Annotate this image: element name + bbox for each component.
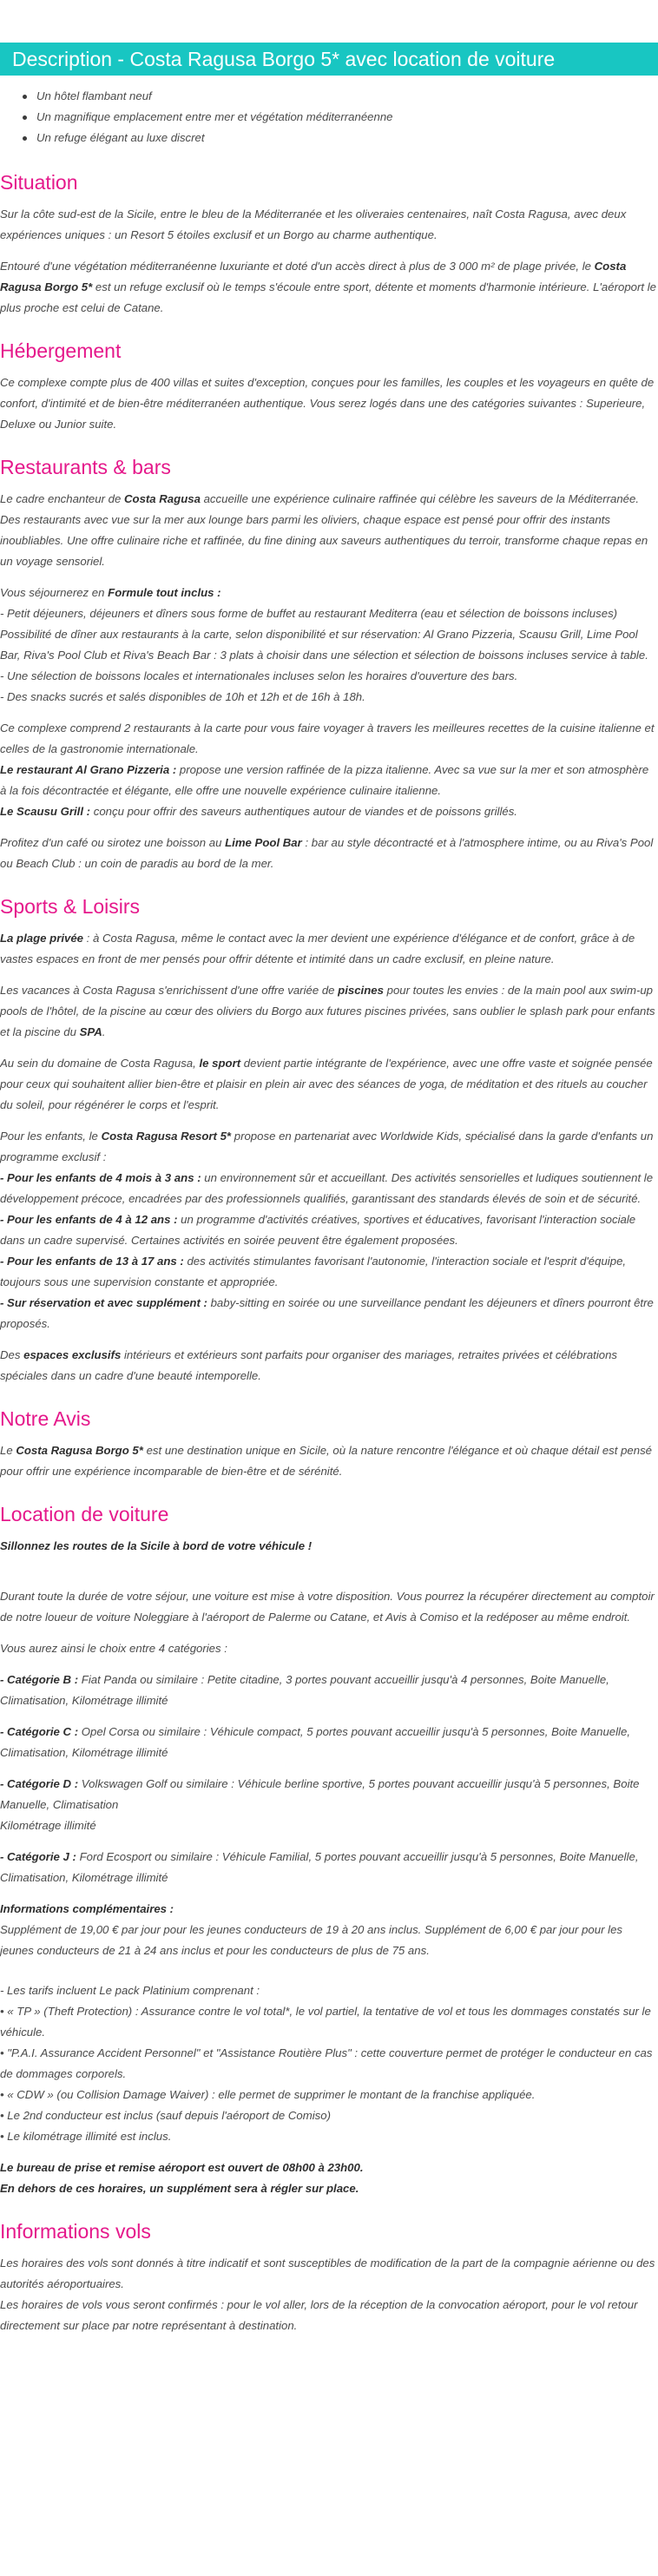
voiture-bureau: Le bureau de prise et remise aéroport est ouvert de 08h00 à 23h00. En dehors de ces horaires, un supplément sera à régler sur place.	[0, 2161, 364, 2195]
sports-paragraph-5: Des espaces exclusifs intérieurs et extérieurs sont parfaits pour organiser des mariages, retraites privées et célébrations spéciales dans un cadre d'une beauté intemporelle.	[0, 1348, 618, 1382]
banner-title: Description - Costa Ragusa Borgo 5* avec location de voiture	[12, 48, 556, 70]
avis-paragraph: Le Costa Ragusa Borgo 5* est une destination unique en Sicile, où la nature rencontre l'élégance et où chaque détail est pensé pour offrir une expérience incomparable de bien-être et de sérénité.	[0, 1444, 653, 1478]
situation-paragraph-2: Entouré d'une végétation méditerranéenne luxuriante et doté d'un accès direct à plus de 3 000 m² de plage privée, le Costa Ragusa Borgo 5* est un refuge exclusif où le temps s'écoule entre sport, détente et moments d'harmonie intérieure. L'aéroport le plus proche est celui de Catane.	[0, 260, 656, 314]
voiture-tagline: Sillonnez les routes de la Sicile à bord de votre véhicule !	[0, 1539, 313, 1552]
page	[0, 43, 658, 2336]
voiture-platinium: - Les tarifs incluent Le pack Platinium comprenant : • « TP » (Theft Protection) : Assurance contre le vol total*, le vol partiel, la tentative de vol et tous les dommages constatés sur le véhicule. • "P.A.I. Assurance Accident Personnel" et "Assistance Routière Plus" : cette couverture permet de protéger le conducteur en cas de dommages corporels. • « CDW » (ou Collision Damage Waiver) : elle permet de supprimer le montant de la franchise appliquée. • Le 2nd conducteur est inclus (sauf depuis l'aéroport de Comiso) • Le kilométrage illimité est inclus.	[0, 1984, 653, 2143]
sports-paragraph-2: Les vacances à Costa Ragusa s'enrichissent d'une offre variée de piscines pour toutes les envies : de la main pool aux swim-up pools de l'hôtel, de la piscine au cœur des oliviers du Borgo aux futures piscines privées, sans oublier le splash park pour enfants et la piscine du SPA.	[0, 984, 655, 1038]
list-item: Un magnifique emplacement entre mer et végétation méditerranéenne	[0, 107, 658, 128]
restaurants-paragraph-3: Ce complexe comprend 2 restaurants à la carte pour vous faire voyager à travers les meilleures recettes de la cuisine italienne et celles de la gastronomie internationale. Le restaurant Al Grano Pizzeria : propose une version raffinée de la pizza italienne. Avec sa vue sur la mer et son atmosphère à la fois décontractée et élégante, elle offre une nouvelle expérience culinaire italienne. Le Scausu Grill : conçu pour offrir des saveurs authentiques autour de viandes et de poissons grillés.	[0, 721, 655, 818]
vols-paragraph: Les horaires des vols sont donnés à titre indicatif et sont susceptibles de modification de la part de la compagnie aérienne ou des autorités aéroportuaires. Les horaires de vols vous seront confirmés : pour le vol aller, lors de la réception de la convocation aéroport, pour le vol retour directement sur place par notre représentant à destination.	[0, 2256, 655, 2332]
voiture-paragraph-1: Durant toute la durée de votre séjour, une voiture est mise à votre disposition. Vous pourrez la récupérer directement au comptoir de notre loueur de voiture Noleggiare à l'aéroport de Palerme ou Catane, et Avis à Comiso et la redéposer au même endroit.	[0, 1590, 655, 1624]
restaurants-paragraph-4: Profitez d'un café ou sirotez une boisson au Lime Pool Bar : bar au style décontracté et à l'atmosphere intime, ou au Riva's Pool ou Beach Club : un coin de paradis au bord de la mer.	[0, 836, 654, 870]
situation-paragraph-1: Sur la côte sud-est de la Sicile, entre le bleu de la Méditerranée et les oliveraies centenaires, naît Costa Ragusa, avec deux expériences uniques : un Resort 5 étoiles exclusif et un Borgo au charme authentique.	[0, 208, 627, 241]
section-title-restaurants: Restaurants & bars	[0, 456, 171, 478]
intro-bullet-list	[0, 86, 658, 148]
voiture-paragraph-2: Vous aurez ainsi le choix entre 4 catégories :	[0, 1642, 227, 1655]
list-item: Un refuge élégant au luxe discret	[0, 128, 658, 148]
sports-paragraph-kids: Pour les enfants, le Costa Ragusa Resort 5* propose en partenariat avec Worldwide Kids, spécialisé dans la garde d'enfants un programme exclusif : - Pour les enfants de 4 mois à 3 ans : un environnement sûr et accueillant. Des activités sensorielles et ludiques soutiennent le développement précoce, encadrées par des professionnels qualifiés, garantissant des standards élevés de soin et de sécurité. - Pour les enfants de 4 à 12 ans : un programme d'activités créatives, sportives et éducatives, favorisant l'interaction sociale dans un cadre supervisé. Certaines activités en soirée peuvent être également proposées. - Pour les enfants de 13 à 17 ans : des activités stimulantes favorisant l'autonomie, l'interaction sociale et l'esprit d'équipe, toujours sous une supervision constante et appropriée. - Sur réservation et avec supplément : baby-sitting en soirée ou une surveillance pendant les déjeuners et dîners pourront être proposés.	[0, 1130, 654, 1330]
section-title-vols: Informations vols	[0, 2220, 151, 2243]
section-title-sports: Sports & Loisirs	[0, 895, 141, 918]
section-title-hebergement: Hébergement	[0, 339, 122, 362]
list-item: Un hôtel flambant neuf	[0, 86, 658, 107]
section-title-avis: Notre Avis	[0, 1407, 91, 1430]
voiture-category-j: - Catégorie J : Ford Ecosport ou similaire : Véhicule Familial, 5 portes pouvant accueillir jusqu'à 5 personnes, Boite Manuelle, Climatisation, Kilométrage illimité	[0, 1850, 639, 1884]
voiture-category-b: - Catégorie B : Fiat Panda ou similaire : Petite citadine, 3 portes pouvant accueillir jusqu'à 4 personnes, Boite Manuelle, Climatisation, Kilométrage illimité	[0, 1673, 609, 1707]
voiture-info: Informations complémentaires : Supplément de 19,00 € par jour pour les jeunes conducteurs de 19 à 20 ans inclus. Supplément de 6,00 € par jour pour les jeunes conducteurs de 21 à 24 ans inclus et pour les conducteurs de plus de 75 ans.	[0, 1902, 622, 1957]
voiture-category-c: - Catégorie C : Opel Corsa ou similaire : Véhicule compact, 5 portes pouvant accueillir jusqu'à 5 personnes, Boite Manuelle, Climatisation, Kilométrage illimité	[0, 1725, 630, 1759]
restaurants-paragraph-2: Vous séjournerez en Formule tout inclus : - Petit déjeuners, déjeuners et dîners sous forme de buffet au restaurant Mediterra (eau et sélection de boissons incluses) Possibilité de dîner aux restaurants à la carte, selon disponibilité et sur réservation: Al Grano Pizzeria, Scausu Grill, Lime Pool Bar, Riva's Pool Club et Riva's Beach Bar : 3 plats à choisir dans une sélection et sélection de boissons incluses service à table. - Une sélection de boissons locales et internationales incluses selon les horaires d'ouverture des bars. - Des snacks sucrés et salés disponibles de 10h et 12h et de 16h à 18h.	[0, 586, 648, 703]
sports-paragraph-1: La plage privée : à Costa Ragusa, même le contact avec la mer devient une expérience d'élégance et de confort, grâce à de vastes espaces en front de mer pensés pour offrir détente et intimité dans un cadre exclusif, en pleine nature.	[0, 932, 635, 965]
section-title-voiture: Location de voiture	[0, 1503, 169, 1525]
hebergement-paragraph: Ce complexe compte plus de 400 villas et suites d'exception, conçues pour les familles, les couples et les voyageurs en quête de confort, d'intimité et de bien-être méditerranéen authentique. Vous serez logés dans une des catégories suivantes : Superieure, Deluxe ou Junior suite.	[0, 376, 655, 431]
description-banner	[0, 43, 658, 76]
sports-paragraph-3: Au sein du domaine de Costa Ragusa, le sport devient partie intégrante de l'expérience, avec une offre vaste et soignée pensée pour ceux qui souhaitent allier bien-être et plaisir en plein air avec des séances de yoga, de méditation et des rituels au coucher du soleil, pour régénérer le corps et l'esprit.	[0, 1057, 653, 1111]
section-title-situation: Situation	[0, 171, 78, 194]
restaurants-paragraph-1: Le cadre enchanteur de Costa Ragusa accueille une expérience culinaire raffinée qui célèbre les saveurs de la Méditerranée. Des restaurants avec vue sur la mer aux lounge bars parmi les oliviers, chaque espace est pensé pour offrir des instants inoubliables. Une offre culinaire riche et raffinée, du fine dining aux saveurs authentiques du terroir, transforme chaque repas en un voyage sensoriel.	[0, 492, 648, 568]
voiture-category-d: - Catégorie D : Volkswagen Golf ou similaire : Véhicule berline sportive, 5 portes pouvant accueillir jusqu'à 5 personnes, Boite Manuelle, Climatisation Kilométrage illimité	[0, 1777, 640, 1832]
